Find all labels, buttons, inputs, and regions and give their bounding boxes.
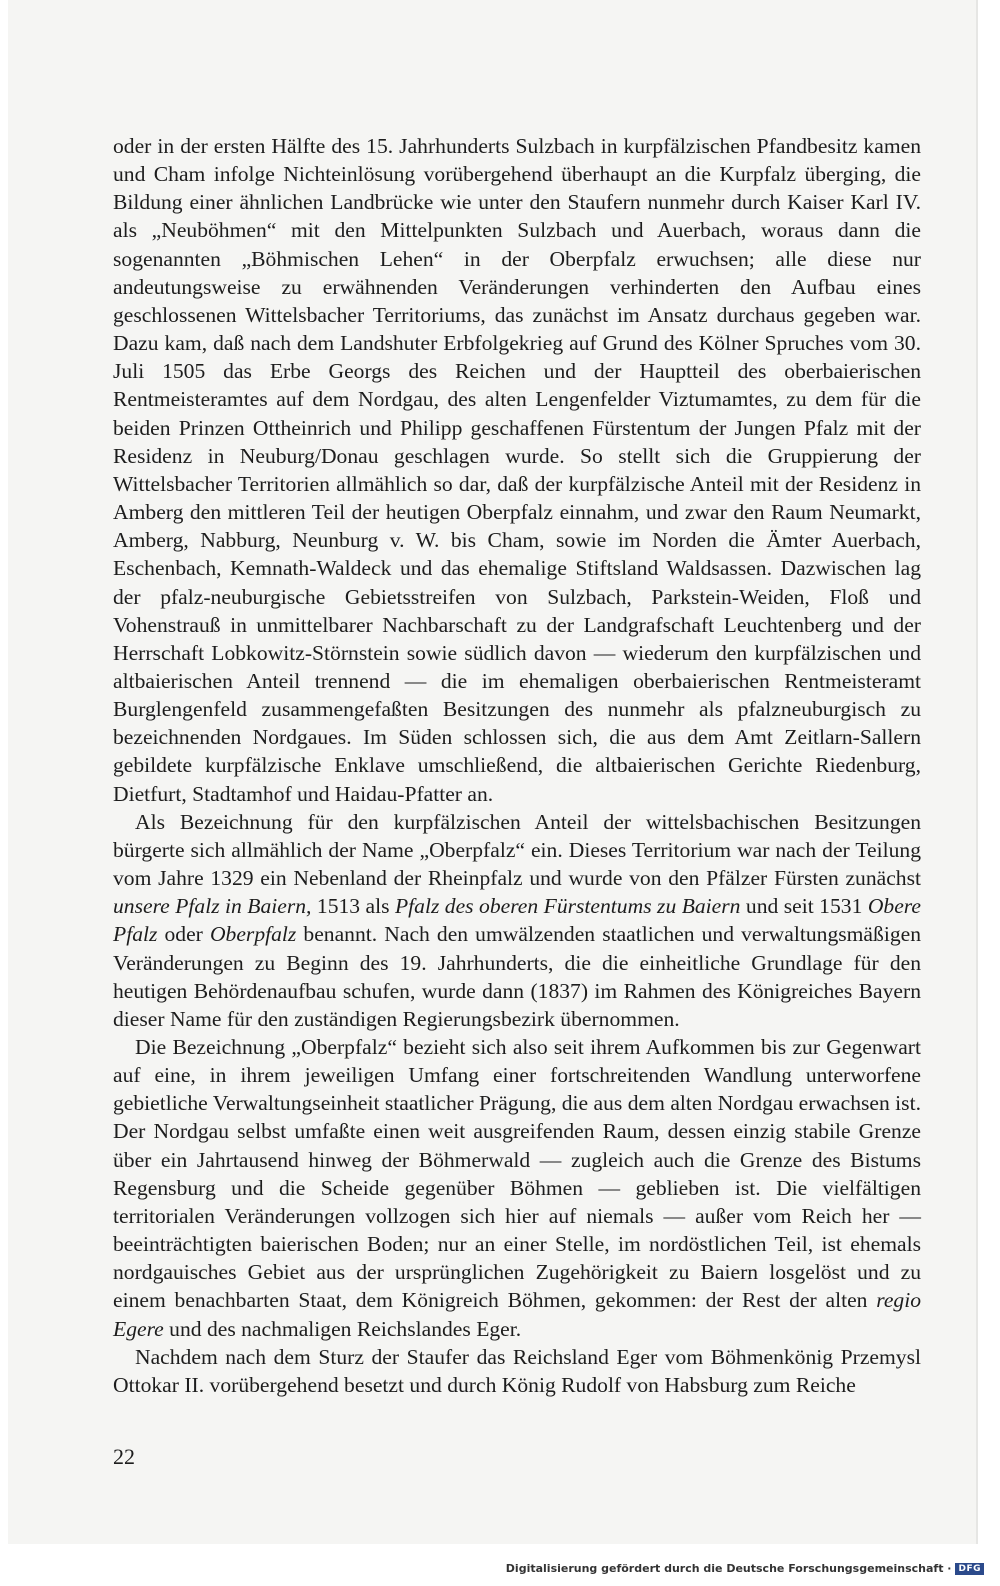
italic-text: unsere Pfalz in Baiern, [113, 894, 312, 919]
text-run: und des nachmaligen Reichslandes Eger. [163, 1316, 522, 1341]
scanned-page [8, 0, 978, 1544]
italic-text: Pfalz des oberen Fürstentums zu Baiern [394, 894, 741, 919]
footer-text: Digitalisierung gefördert durch die Deutsche Forschungsgemeinschaft [505, 1562, 944, 1575]
italic-text: Oberpfalz [209, 922, 297, 947]
body-text [113, 132, 921, 1399]
paragraph [113, 1343, 921, 1399]
text-run: benannt. Nach den umwälzenden staatlichen und verwaltungsmäßigen Veränderungen zu Beginn des 19. Jahrhunderts, die die einheitliche Grundlage für den heutigen Behördenaufbau schufen, wurde dann (1837) im Rahmen des Königreiches Bayern dieser Name für den zuständigen Regierungsbezirk übernommen. [113, 922, 921, 1031]
text-run: oder [157, 922, 210, 947]
digitization-footer: Digitalisierung gefördert durch die Deutsche Forschungsgemeinschaft · DFG [506, 1562, 984, 1575]
page-number: 22 [113, 1444, 135, 1469]
paragraph [113, 132, 921, 808]
text-run: oder in der ersten Hälfte des 15. Jahrhunderts Sulzbach in kurpfälzischen Pfandbesitz kamen und Cham infolge Nichteinlösung vorübergehend überhaupt an die Kurpfalz überging, die Bildung einer ähnlichen Landbrücke wie unter den Staufern nunmehr durch Kaiser Karl IV. als „Neuböhmen“ mit den Mittelpunkten Sulzbach und Auerbach, woraus dann die sogenannten „Böhmischen Lehen“ in der Oberpfalz erwuchsen; alle diese nur andeutungsweise zu erwähnenden Veränderungen verhinderten den Aufbau eines geschlossenen Wittelsbacher Territoriums, das zunächst im Ansatz durchaus gegeben war. Dazu kam, daß nach dem Landshuter Erbfolgekrieg auf Grund des Kölner Spruches vom 30. Juli 1505 das Erbe Georgs des Reichen und der Hauptteil des oberbaierischen Rentmeisteramtes auf dem Nordgau, des alten Lengenfelder Viztumamtes, zu dem für die beiden Prinzen Ottheinrich und Philipp geschaffenen Fürstentum der Jungen Pfalz mit der Residenz in Neuburg/Donau geschlagen wurde. So stellt sich die Gruppierung der Wittelsbacher Territorien allmählich so dar, daß der kurpfälzische Anteil mit der Residenz in Amberg den mittleren Teil der heutigen Oberpfalz einnahm, und zwar den Raum Neumarkt, Amberg, Nabburg, Neunburg v. W. bis Cham, sowie im Norden die Ämter Auerbach, Eschenbach, Kemnath-Waldeck und das ehemalige Stiftsland Waldsassen. Dazwischen lag der pfalz-neuburgische Gebietsstreifen von Sulzbach, Parkstein-Weiden, Floß und Vohenstrauß in unmittelbarer Nachbarschaft zu der Landgrafschaft Leuchtenberg und der Herrschaft Lobkowitz-Störnstein sowie südlich davon — wiederum den kurpfälzischen und altbaierischen Anteil trennend — die im ehemaligen oberbaierischen Rentmeisteramt Burglengenfeld zusammengefaßten Besitzungen des nunmehr als pfalzneuburgisch zu bezeichnenden Nordgaues. Im Süden schlossen sich, die aus dem Amt Zeitlarn-Sallern gebildete kurpfälzische Enklave umschließend, die altbaierischen Gerichte Riedenburg, Dietfurt, Stadtamhof und Haidau-Pfatter an. [113, 134, 921, 806]
paragraph [113, 808, 921, 1033]
text-run: und seit 1531 [740, 894, 868, 919]
dfg-logo-icon: DFG [955, 1563, 984, 1575]
text-run: Nachdem nach dem Sturz der Staufer das Reichsland Eger vom Böhmenkönig Przemysl Ottokar II. vorübergehend besetzt und durch König Rudolf von Habsburg zum Reiche [113, 1344, 921, 1397]
paragraph [113, 1033, 921, 1343]
italic-text: regio Egere [113, 1288, 921, 1341]
text-run: 1513 als [311, 894, 395, 919]
text-run: Die Bezeichnung „Oberpfalz“ bezieht sich also seit ihrem Aufkommen bis zur Gegenwart auf eine, in ihrem jeweiligen Umfang einer fortschreitenden Wandlung unterworfene gebietliche Verwaltungseinheit staatlicher Prägung, die aus dem alten Nordgau erwachsen ist. Der Nordgau selbst umfaßte einen weit ausgreifenden Raum, dessen einzig stabile Grenze über ein Jahrtausend hinweg der Böhmerwald — zugleich auch die Grenze des Bistums Regensburg und die Scheide gegenüber Böhmen — geblieben ist. Die vielfältigen territorialen Veränderungen vollzogen sich hier auf niemals — außer vom Reich her — beeinträchtigten baierischen Boden; nur an einer Stelle, im nordöstlichen Teil, ist ehemals nordgauisches Gebiet aus der ursprünglichen Zugehörigkeit zu Baiern losgelöst und zu einem benachbarten Staat, dem Königreich Böhmen, gekommen: der Rest der alten [113, 1035, 921, 1313]
text-run: Als Bezeichnung für den kurpfälzischen Anteil der wittelsbachischen Besitzungen bürgerte sich allmählich der Name „Oberpfalz“ ein. Dieses Territorium war nach der Teilung vom Jahre 1329 ein Nebenland der Rheinpfalz und wurde von den Pfälzer Fürsten zunächst [113, 809, 921, 891]
italic-text: Obere Pfalz [113, 894, 921, 947]
